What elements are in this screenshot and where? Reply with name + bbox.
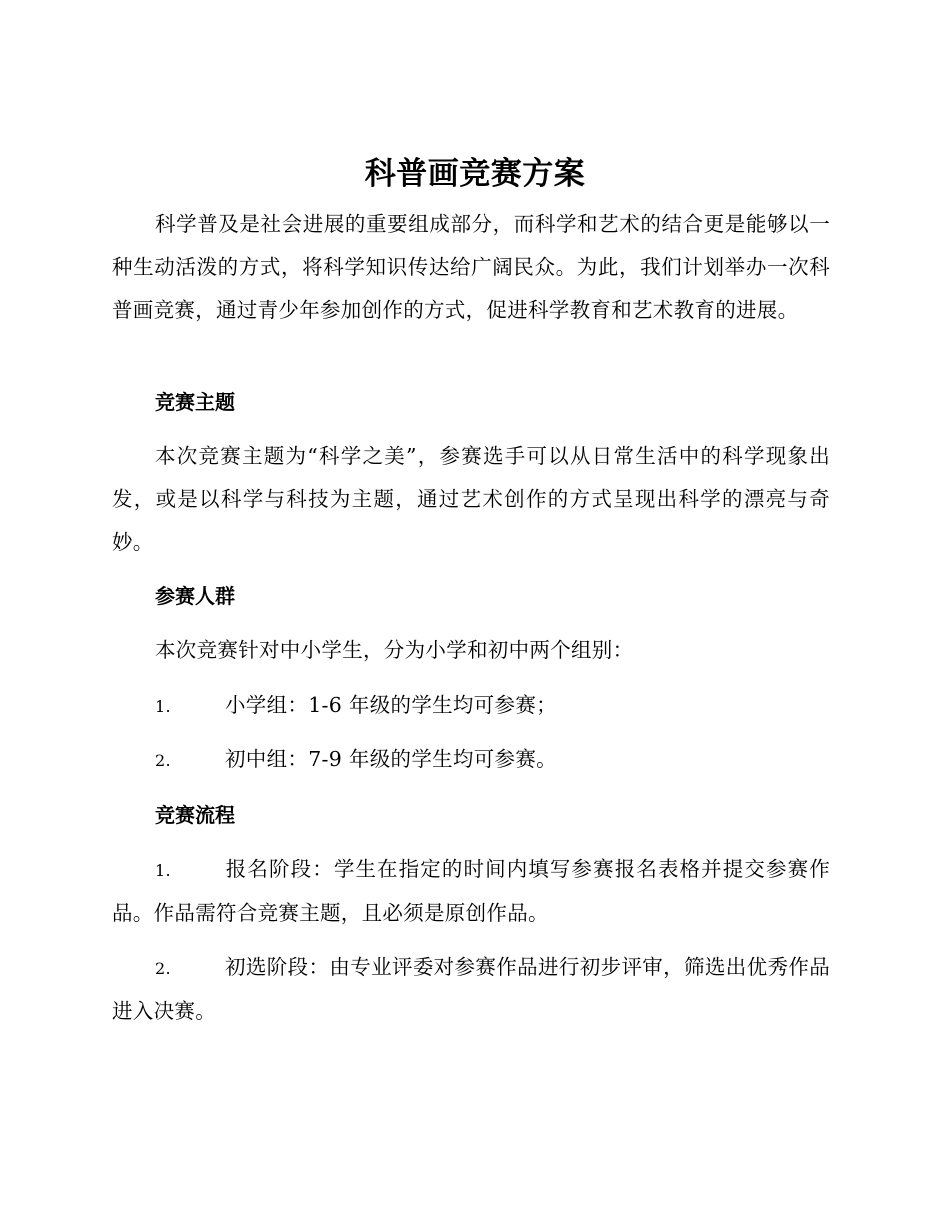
- list-item-text: 报名阶段：学生在指定的时间内填写参赛报名表格并提交参赛作品。作品需符合竞赛主题，且必须是原创作品。: [112, 857, 830, 925]
- section-heading-participants: 参赛人群: [155, 584, 235, 608]
- document-title: 科普画竞赛方案: [364, 156, 586, 192]
- section-heading-process: 竞赛流程: [155, 803, 235, 827]
- list-item: [112, 848, 830, 935]
- list-item-number: 2.: [155, 959, 171, 978]
- participants-paragraph: 本次竞赛针对中小学生，分为小学和初中两个组别：: [155, 638, 634, 662]
- list-item: [112, 946, 830, 1033]
- list-item: [155, 684, 830, 728]
- theme-paragraph: 本次竞赛主题为“科学之美”，参赛选手可以从日常生活中的科学现象出发，或是以科学与科技为主题，通过艺术创作的方式呈现出科学的漂亮与奇妙。: [112, 444, 830, 554]
- list-item-text: 初选阶段：由专业评委对参赛作品进行初步评审，筛选出优秀作品进入决赛。: [112, 955, 830, 1023]
- list-item-number: 1.: [155, 861, 171, 880]
- list-item-number: 2.: [155, 751, 171, 770]
- section-heading-theme: 竞赛主题: [155, 390, 235, 414]
- list-item-text: 初中组：7-9 年级的学生均可参赛。: [225, 747, 557, 771]
- intro-paragraph: 科学普及是社会进展的重要组成部分，而科学和艺术的结合更是能够以一种生动活泼的方式，将科学知识传达给广阔民众。为此，我们计划举办一次科普画竞赛，通过青少年参加创作的方式，促进科学教育和艺术教育的进展。: [112, 212, 830, 322]
- list-item: [155, 738, 830, 782]
- list-item-number: 1.: [155, 697, 171, 716]
- list-item-text: 小学组：1-6 年级的学生均可参赛；: [225, 693, 557, 717]
